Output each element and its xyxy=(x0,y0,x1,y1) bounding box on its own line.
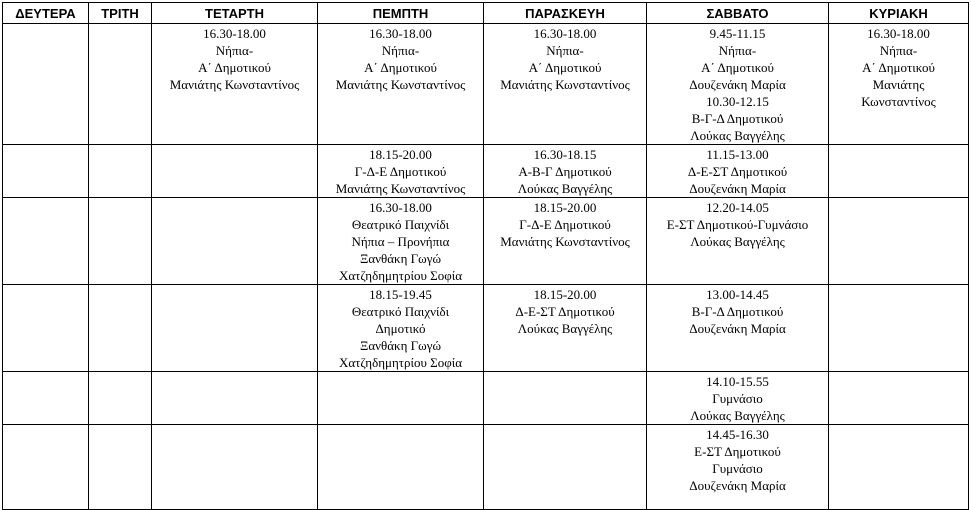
schedule-cell-thursday xyxy=(318,24,484,145)
cell-line: Νήπια- xyxy=(879,43,918,58)
schedule-cell-thursday xyxy=(318,285,484,372)
schedule-cell-friday xyxy=(484,145,647,198)
cell-line: Β-Γ-Δ Δημοτικού xyxy=(691,304,784,319)
cell-line: Μανιάτης xyxy=(872,77,925,92)
cell-line: 16.30-18.00 xyxy=(867,26,930,41)
cell-line: 14.45-16.30 xyxy=(706,427,769,442)
schedule-cell-wednesday xyxy=(152,145,318,198)
schedule-cell-sunday xyxy=(829,24,969,145)
table-row xyxy=(3,372,969,425)
cell-line: Δ-Ε-ΣΤ Δημοτικού xyxy=(687,164,788,179)
cell-line: Μανιάτης Κωνσταντίνος xyxy=(500,234,630,249)
cell-line: Λούκας Βαγγέλης xyxy=(690,128,785,143)
schedule-cell-monday xyxy=(3,425,89,510)
schedule-cell-tuesday xyxy=(89,198,152,285)
schedule-cell-sunday xyxy=(829,285,969,372)
header-sunday: ΚΥΡΙΑΚΗ xyxy=(829,3,969,24)
cell-line: 16.30-18.00 xyxy=(533,26,597,41)
cell-line: 18.15-19.45 xyxy=(369,287,432,302)
schedule-cell-wednesday xyxy=(152,372,318,425)
schedule-cell-wednesday xyxy=(152,198,318,285)
cell-line: 16.30-18.00 xyxy=(369,200,432,215)
schedule-cell-thursday xyxy=(318,372,484,425)
table-row xyxy=(3,285,969,372)
cell-line: Νήπια- xyxy=(215,43,254,58)
schedule-cell-wednesday xyxy=(152,285,318,372)
schedule-cell-sunday xyxy=(829,372,969,425)
cell-line: 14.10-15.55 xyxy=(706,374,769,389)
schedule-cell-saturday xyxy=(647,24,829,145)
cell-line: Α΄ Δημοτικού xyxy=(198,60,271,75)
cell-line: Α΄ Δημοτικού xyxy=(862,60,935,75)
cell-line: 16.30-18.00 xyxy=(203,26,266,41)
cell-line: Α-Β-Γ Δημοτικού xyxy=(518,164,612,179)
cell-line: Α΄ Δημοτικού xyxy=(701,60,774,75)
schedule-cell-saturday xyxy=(647,145,829,198)
schedule-cell-tuesday xyxy=(89,285,152,372)
cell-line: Δ-Ε-ΣΤ Δημοτικού xyxy=(515,304,615,319)
cell-line: 12.20-14.05 xyxy=(706,200,769,215)
cell-line: Γ-Δ-Ε Δημοτικού xyxy=(519,217,611,232)
cell-line: Β-Γ-Δ Δημοτικού xyxy=(691,111,784,126)
cell-line: Ξανθάκη Γωγώ xyxy=(359,251,442,266)
schedule-cell-wednesday xyxy=(152,425,318,510)
cell-line: 18.15-20.00 xyxy=(533,287,597,302)
cell-line: Δουζενάκη Μαρία xyxy=(689,478,786,493)
schedule-cell-sunday xyxy=(829,198,969,285)
table-body xyxy=(3,24,969,510)
cell-line: Γυμνάσιο xyxy=(712,461,763,476)
schedule-cell-monday xyxy=(3,24,89,145)
table-row xyxy=(3,198,969,285)
schedule-cell-friday xyxy=(484,285,647,372)
cell-line: Δουζενάκη Μαρία xyxy=(689,181,786,196)
cell-line: Α΄ Δημοτικού xyxy=(528,60,602,75)
table-header xyxy=(3,3,969,24)
schedule-cell-tuesday xyxy=(89,372,152,425)
cell-line: Γυμνάσιο xyxy=(712,391,763,406)
weekly-schedule-table xyxy=(2,2,969,510)
cell-line: Μανιάτης Κωνσταντίνος xyxy=(335,77,466,92)
schedule-cell-saturday xyxy=(647,372,829,425)
cell-line: 11.15-13.00 xyxy=(706,147,769,162)
header-saturday: ΣΑΒΒΑΤΟ xyxy=(647,3,829,24)
cell-line: Θεατρικό Παιχνίδι xyxy=(351,217,450,232)
header-friday: ΠΑΡΑΣΚΕΥΗ xyxy=(484,3,647,24)
cell-line: Ξανθάκη Γωγώ xyxy=(359,338,442,353)
schedule-cell-tuesday xyxy=(89,425,152,510)
cell-line: 13.00-14.45 xyxy=(706,287,769,302)
schedule-cell-monday xyxy=(3,198,89,285)
schedule-cell-friday xyxy=(484,24,647,145)
cell-line: 18.15-20.00 xyxy=(533,200,597,215)
schedule-cell-monday xyxy=(3,372,89,425)
cell-line: Α΄ Δημοτικού xyxy=(364,60,437,75)
schedule-cell-thursday xyxy=(318,425,484,510)
header-row xyxy=(3,3,969,24)
cell-line: Νήπια- xyxy=(546,43,584,58)
schedule-cell-tuesday xyxy=(89,24,152,145)
schedule-cell-monday xyxy=(3,145,89,198)
schedule-cell-friday xyxy=(484,425,647,510)
cell-line: Ε-ΣΤ Δημοτικού xyxy=(694,444,781,459)
schedule-cell-friday xyxy=(484,372,647,425)
schedule-cell-thursday xyxy=(318,145,484,198)
cell-line: Λούκας Βαγγέλης xyxy=(690,408,785,423)
cell-line: Δουζενάκη Μαρία xyxy=(689,77,786,92)
cell-line: Μανιάτης Κωνσταντίνος xyxy=(500,77,630,92)
schedule-cell-friday xyxy=(484,198,647,285)
cell-line: Νήπια- xyxy=(718,43,757,58)
cell-line: 10.30-12.15 xyxy=(706,94,769,109)
cell-line: 9.45-11.15 xyxy=(709,26,766,41)
cell-line: Δουζενάκη Μαρία xyxy=(689,321,786,336)
schedule-cell-saturday xyxy=(647,425,829,510)
cell-line: 18.15-20.00 xyxy=(369,147,432,162)
cell-line: Μανιάτης Κωνσταντίνος xyxy=(169,77,300,92)
schedule-cell-saturday xyxy=(647,198,829,285)
cell-line: Λούκας Βαγγέλης xyxy=(517,181,613,196)
cell-line: 16.30-18.00 xyxy=(369,26,432,41)
schedule-cell-tuesday xyxy=(89,145,152,198)
header-thursday: ΠΕΜΠΤΗ xyxy=(318,3,484,24)
cell-line: Θεατρικό Παιχνίδι xyxy=(351,304,450,319)
header-wednesday: ΤΕΤΑΡΤΗ xyxy=(152,3,318,24)
cell-line: Χατζηδημητρίου Σοφία xyxy=(338,355,463,370)
schedule-cell-saturday xyxy=(647,285,829,372)
cell-line: Μανιάτης Κωνσταντίνος xyxy=(335,181,466,196)
cell-line: Λούκας Βαγγέλης xyxy=(690,234,785,249)
schedule-cell-sunday xyxy=(829,425,969,510)
header-tuesday: ΤΡΙΤΗ xyxy=(89,3,152,24)
cell-line: Λούκας Βαγγέλης xyxy=(517,321,613,336)
table-row xyxy=(3,24,969,145)
cell-line: Χατζηδημητρίου Σοφία xyxy=(338,268,463,283)
cell-line: Ε-ΣΤ Δημοτικού-Γυμνάσιο xyxy=(666,217,809,232)
cell-line: Νήπια- xyxy=(381,43,420,58)
schedule-cell-sunday xyxy=(829,145,969,198)
table-row xyxy=(3,425,969,510)
cell-line: Γ-Δ-Ε Δημοτικού xyxy=(354,164,447,179)
schedule-cell-wednesday xyxy=(152,24,318,145)
schedule-cell-thursday xyxy=(318,198,484,285)
header-monday: ΔΕΥΤΕΡΑ xyxy=(3,3,89,24)
schedule-cell-monday xyxy=(3,285,89,372)
cell-line: 16.30-18.15 xyxy=(533,147,597,162)
cell-line: Κωνσταντίνος xyxy=(861,94,936,109)
cell-line: Δημοτικό xyxy=(375,321,426,336)
table-row xyxy=(3,145,969,198)
cell-line: Νήπια – Προνήπια xyxy=(351,234,450,249)
